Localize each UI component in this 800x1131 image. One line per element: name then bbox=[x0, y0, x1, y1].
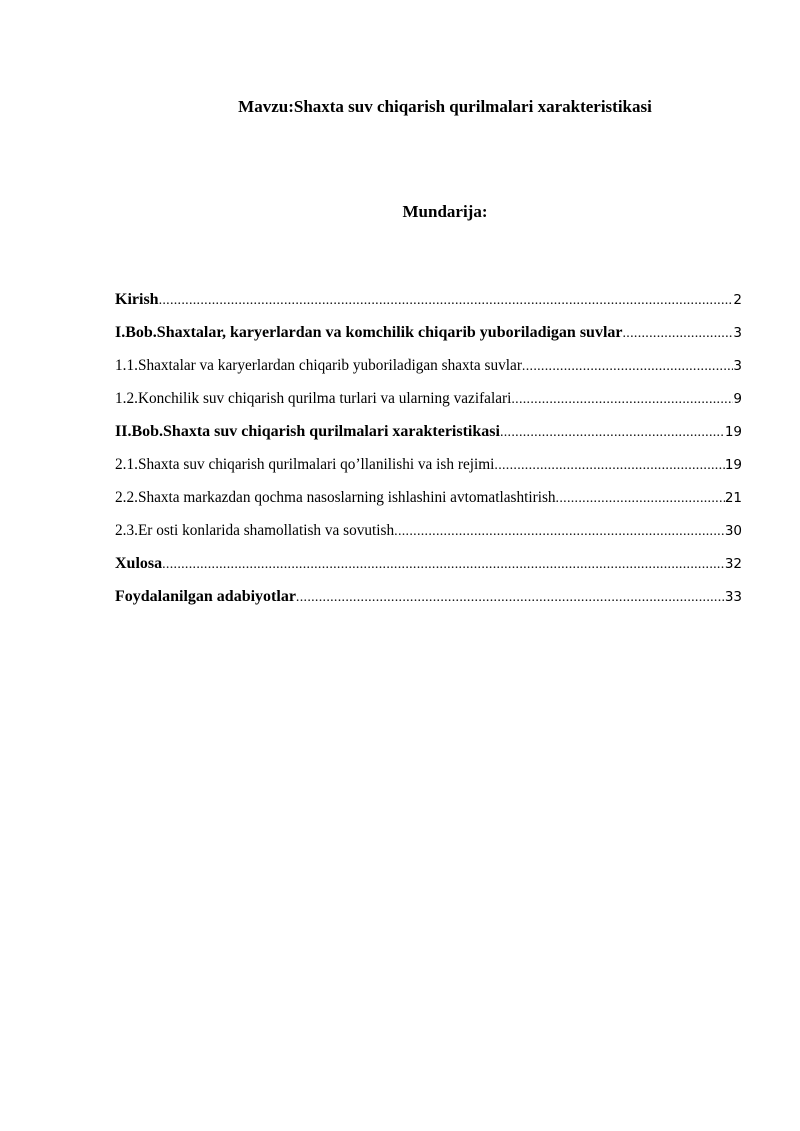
toc-leader-dots bbox=[556, 491, 725, 507]
toc-entry-label: 2.3.Er osti konlarida shamollatish va sovutish bbox=[115, 522, 395, 539]
toc-entry-page: 9 bbox=[733, 391, 742, 407]
toc-leader-dots bbox=[623, 326, 734, 342]
toc-entry-kirish bbox=[115, 291, 742, 324]
toc-leader-dots bbox=[296, 590, 725, 606]
toc-leader-dots bbox=[494, 458, 724, 474]
toc-entry-section-2-2 bbox=[115, 489, 742, 522]
toc-entry-page: 3 bbox=[733, 325, 742, 341]
toc-leader-dots bbox=[394, 524, 725, 540]
toc-entry-label: Kirish bbox=[115, 291, 159, 308]
document-title: Mavzu:Shaxta suv chiqarish qurilmalari xarakteristikasi bbox=[238, 97, 652, 116]
toc-entry-label: 1.2.Konchilik suv chiqarish qurilma turlari va ularning vazifalari bbox=[115, 390, 512, 407]
toc-entry-page: 21 bbox=[724, 490, 742, 506]
toc-leader-dots bbox=[159, 293, 734, 309]
toc-entry-label: 2.1.Shaxta suv chiqarish qurilmalari qo’llanilishi va ish rejimi bbox=[115, 456, 495, 473]
toc-entry-label: I.Bob.Shaxtalar, karyerlardan va komchilik chiqarib yuboriladigan suvlar bbox=[115, 324, 623, 341]
toc-entry-page: 32 bbox=[724, 556, 742, 572]
toc-entry-adabiyotlar bbox=[115, 588, 742, 621]
toc-entry-page: 2 bbox=[733, 292, 742, 308]
toc-leader-dots bbox=[511, 392, 733, 408]
toc-entry-page: 19 bbox=[724, 457, 742, 473]
toc-entry-label: Foydalanilgan adabiyotlar bbox=[115, 588, 296, 605]
table-of-contents bbox=[115, 291, 742, 621]
toc-entry-label: Xulosa bbox=[115, 555, 163, 572]
toc-leader-dots bbox=[500, 425, 725, 441]
toc-entry-label: II.Bob.Shaxta suv chiqarish qurilmalari xarakteristikasi bbox=[115, 423, 500, 440]
toc-leader-dots bbox=[162, 557, 725, 573]
toc-entry-page: 3 bbox=[733, 358, 742, 374]
toc-entry-label: 1.1.Shaxtalar va karyerlardan chiqarib yuboriladigan shaxta suvlar bbox=[115, 357, 522, 374]
toc-entry-xulosa bbox=[115, 555, 742, 588]
toc-entry-section-2-1 bbox=[115, 456, 742, 489]
toc-entry-page: 30 bbox=[724, 523, 742, 539]
toc-entry-label: 2.2.Shaxta markazdan qochma nasoslarning ishlashini avtomatlashtirish bbox=[115, 489, 556, 506]
toc-heading: Mundarija: bbox=[402, 202, 488, 221]
toc-entry-page: 19 bbox=[724, 424, 742, 440]
toc-entry-chapter-2 bbox=[115, 423, 742, 456]
toc-entry-page: 33 bbox=[724, 589, 742, 605]
toc-entry-section-1-1 bbox=[115, 357, 742, 390]
toc-entry-section-2-3 bbox=[115, 522, 742, 555]
toc-entry-section-1-2 bbox=[115, 390, 742, 423]
toc-leader-dots bbox=[522, 359, 733, 375]
toc-entry-chapter-1 bbox=[115, 324, 742, 357]
